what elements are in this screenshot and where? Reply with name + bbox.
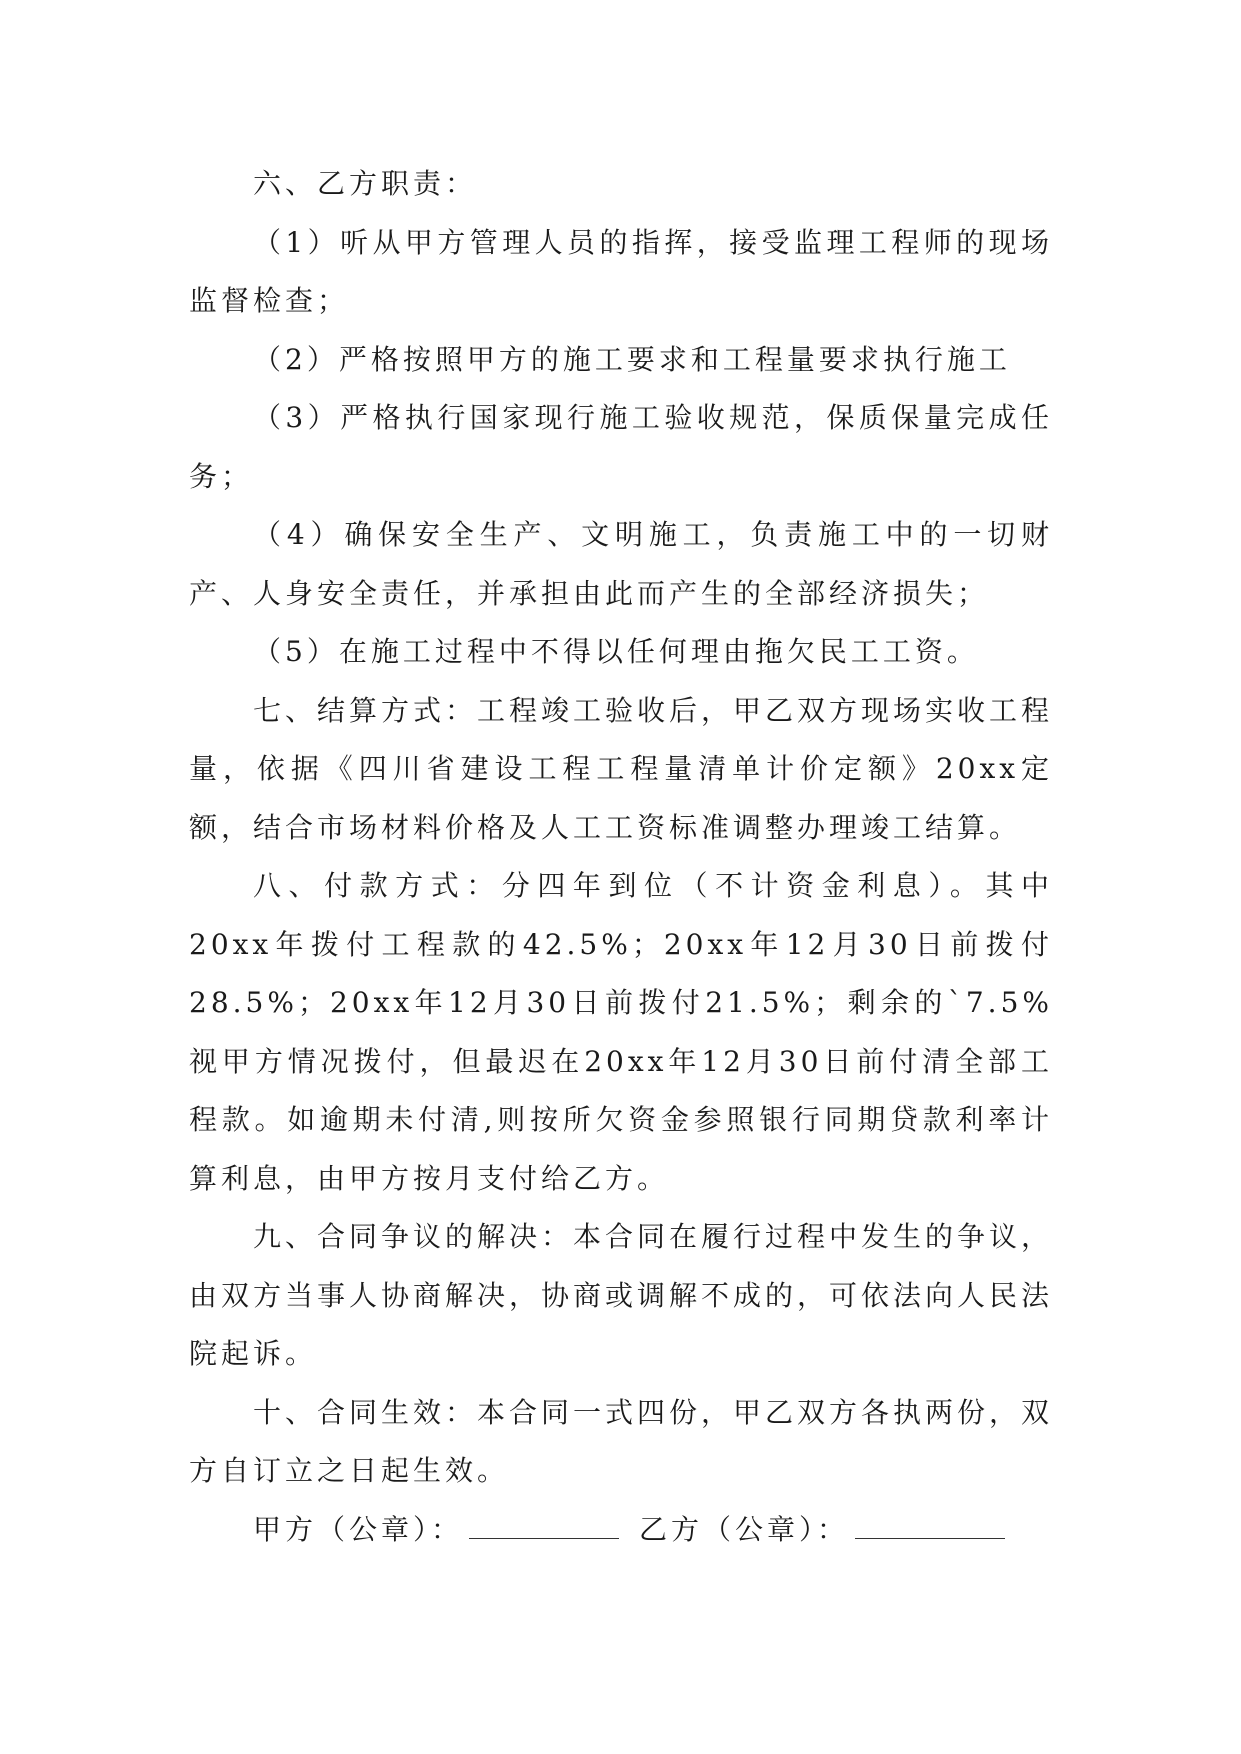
clause-9-dispute: 九、合同争议的解决：本合同在履行过程中发生的争议，由双方当事人协商解决，协商或调解不成的，可依法向人民法院起诉。 — [189, 1220, 1054, 1370]
clause-6-item-1: （1）听从甲方管理人员的指挥，接受监理工程师的现场监督检查； — [189, 225, 1053, 317]
clause-6-item-2: （2）严格按照甲方的施工要求和工程量要求执行施工 — [253, 342, 1011, 376]
document-body — [189, 155, 1053, 1559]
signature-row — [189, 1501, 1053, 1560]
clause-6-item-3: （3）严格执行国家现行施工验收规范，保质保量完成任务； — [189, 401, 1053, 493]
party-a-seal-blank — [469, 1516, 619, 1539]
clause-10-effect: 十、合同生效：本合同一式四份，甲乙双方各执两份，双方自订立之日起生效。 — [189, 1395, 1054, 1487]
party-a-seal-label: 甲方（公章）： — [253, 1512, 464, 1546]
party-b-seal-label: 乙方（公章）： — [639, 1512, 850, 1546]
clause-7-settlement: 七、结算方式：工程竣工验收后，甲乙双方现场实收工程量，依据《四川省建设工程工程量清单计价定额》20xx定额，结合市场材料价格及人工工资标准调整办理竣工结算。 — [189, 693, 1054, 844]
clause-8-payment: 八、付款方式：分四年到位（不计资金利息）。其中20xx年拨付工程款的42.5%；20xx年12月30日前拨付28.5%；20xx年12月30日前拨付21.5%；剩余的`7.5%视甲方情况拨付，但最迟在20xx年12月30日前付清全部工程款。如逾期未付清,则按所欠资金参照银行同期贷款利率计算利息，由甲方按月支付给乙方。 — [189, 869, 1053, 1195]
party-b-seal-blank — [855, 1516, 1005, 1539]
clause-6-item-5: （5）在施工过程中不得以任何理由拖欠民工工资。 — [253, 635, 979, 668]
clause-6-heading: 六、乙方职责： — [253, 167, 478, 200]
clause-6-item-4: （4）确保安全生产、文明施工，负责施工中的一切财产、人身安全责任，并承担由此而产生的全部经济损失； — [189, 518, 1053, 610]
